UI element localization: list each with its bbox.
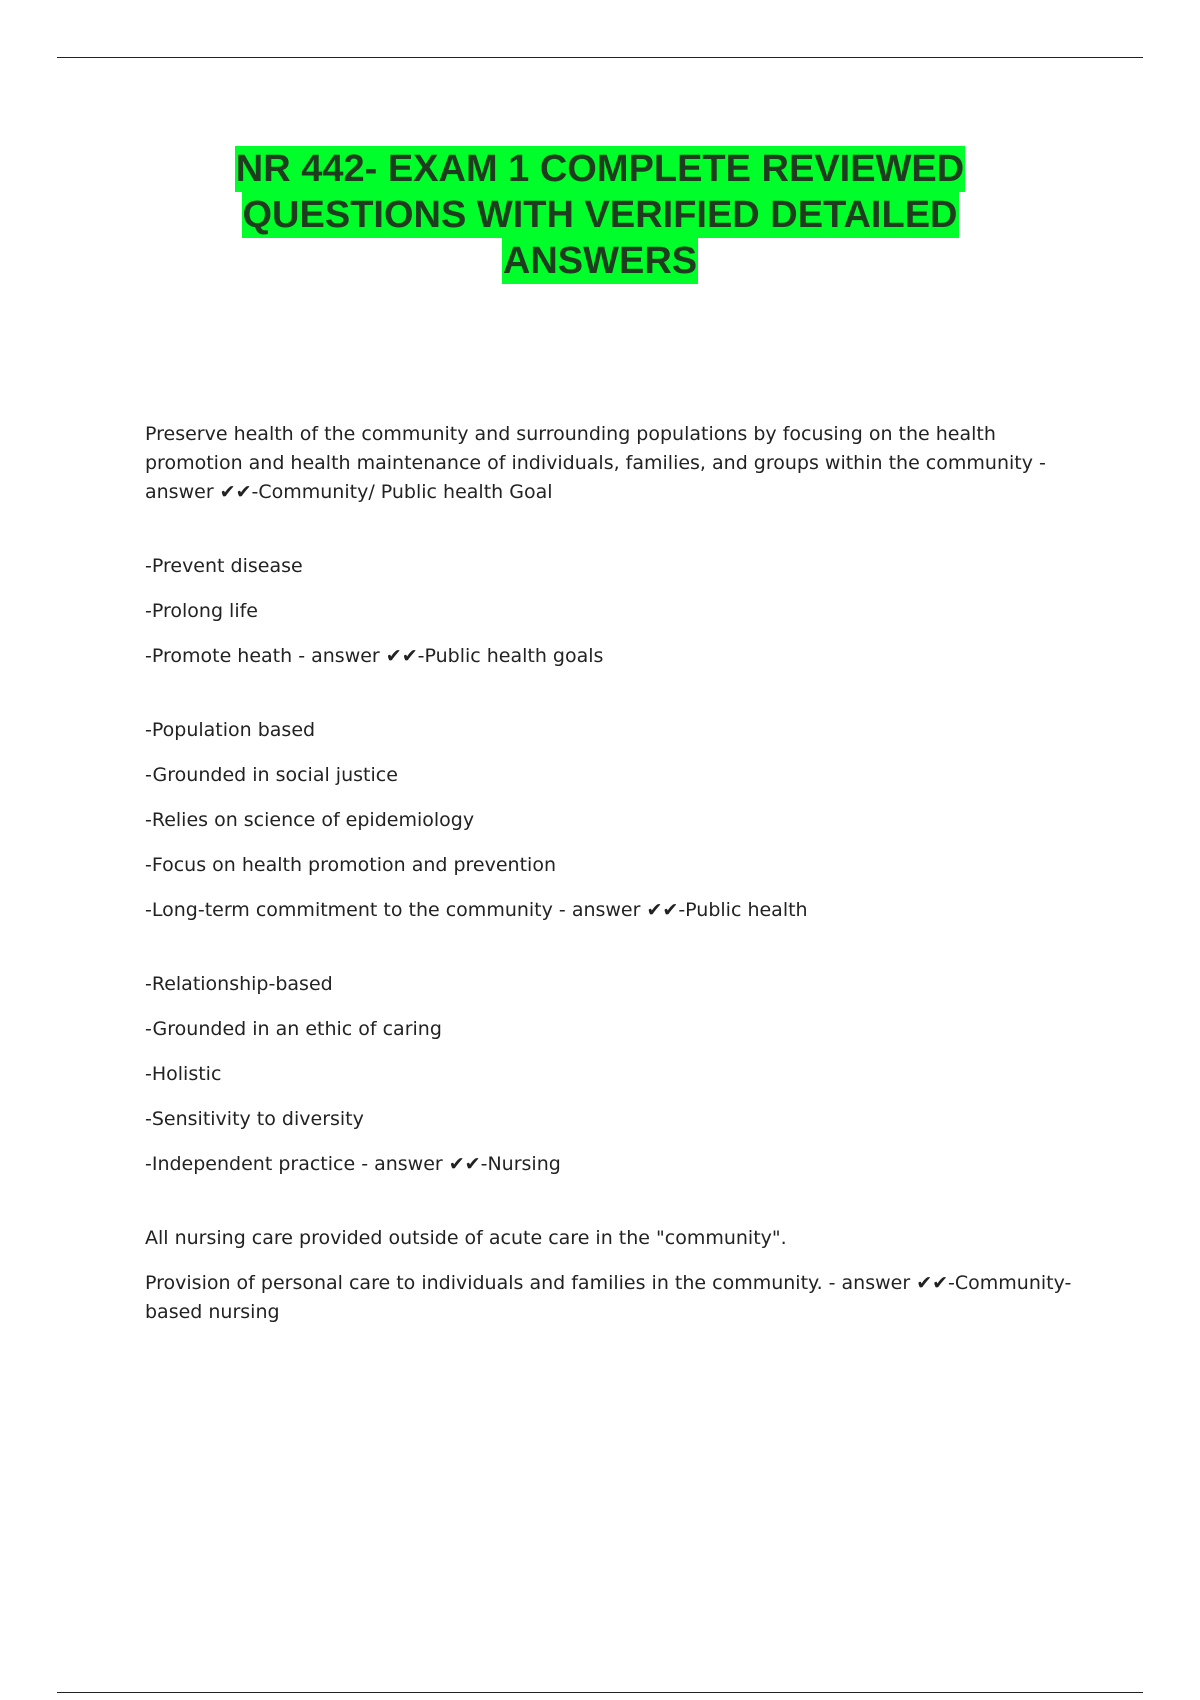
document-title [150,146,1050,284]
title-line: QUESTIONS WITH VERIFIED DETAILED [242,194,958,236]
qa-line: -Relationship-based [145,973,333,995]
document-body [145,420,1105,1372]
qa-line: -Prolong life [145,600,258,622]
footer-rule [57,1692,1143,1693]
qa-line: Preserve health of the community and surrounding populations by focusing on the health promotion and health maintenance of individuals, families, and groups within the community - answer ✔✔-Community/ Public health Goal [145,423,1046,503]
qa-line: -Relies on science of epidemiology [145,809,475,831]
title-line: NR 442- EXAM 1 COMPLETE REVIEWED [235,148,965,190]
qa-line: All nursing care provided outside of acute care in the "community". [145,1227,787,1249]
qa-line: -Population based [145,719,316,741]
qa-line: -Sensitivity to diversity [145,1108,364,1130]
qa-line: -Holistic [145,1063,222,1085]
qa-line: -Prevent disease [145,555,303,577]
qa-line: -Promote heath - answer ✔✔-Public health goals [145,645,604,667]
qa-line: -Long-term commitment to the community - answer ✔✔-Public health [145,899,808,921]
qa-line: -Grounded in an ethic of caring [145,1018,442,1040]
qa-block [145,1224,1105,1327]
qa-line: -Grounded in social justice [145,764,398,786]
qa-block [145,552,1105,671]
qa-block [145,970,1105,1179]
qa-block [145,716,1105,925]
header-rule [57,57,1143,58]
qa-line: -Focus on health promotion and prevention [145,854,556,876]
qa-line: -Independent practice - answer ✔✔-Nursing [145,1153,561,1175]
qa-block [145,420,1075,507]
qa-line: Provision of personal care to individuals and families in the community. - answer ✔✔-Community-based nursing [145,1272,1072,1323]
title-line: ANSWERS [502,240,698,282]
